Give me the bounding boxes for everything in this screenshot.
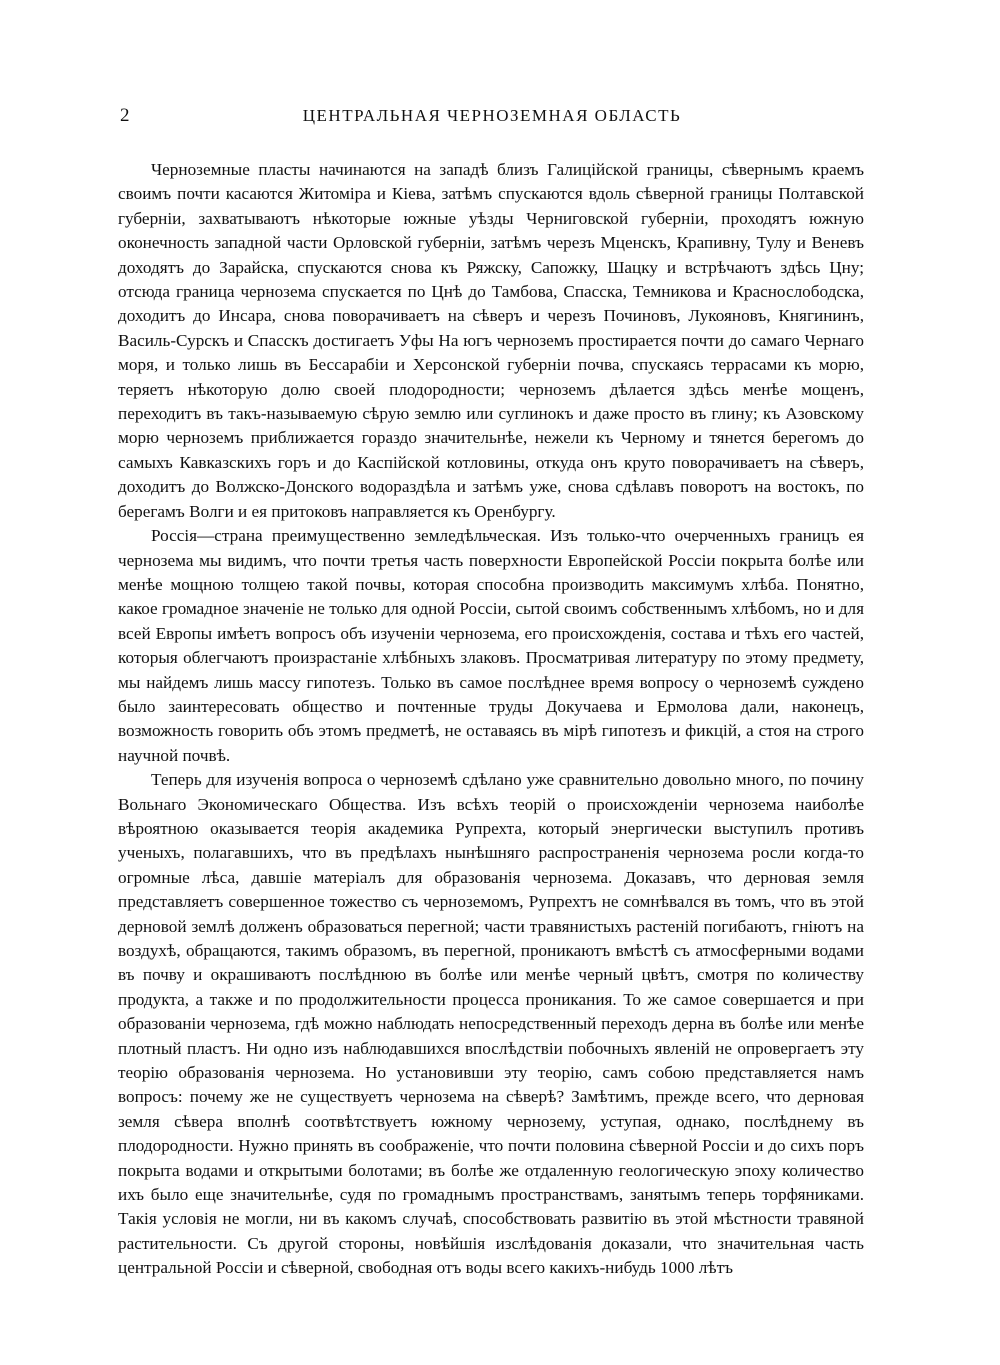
paragraph-chernozem-theory: Теперь для изученія вопроса о черноземѣ сдѣлано уже сравнительно довольно много, по почину Вольнаго Экономическаго Общества. Изъ всѣхъ теорій о происхожденіи чернозема наиболѣе вѣроятною оказывается теорія академика Рупрехта, который энергически выступилъ противъ ученыхъ, полагавшихъ, что въ предѣлахъ нынѣшняго распространенія чернозема росли когда-то огромные лѣса, давшіе матеріалъ для образованія чернозема. Доказавъ, что дерновая земля представляетъ совершенное тожество съ черноземомъ, Рупрехтъ не сомнѣвался въ томъ, что въ этой дерновой землѣ долженъ образоваться перегной; части травянистыхъ растеній погибаютъ, гніютъ на воздухѣ, обращаются, такимъ образомъ, въ перегной, проникаютъ вмѣстѣ съ атмосферными водами въ почву и окрашиваютъ послѣднюю въ болѣе или менѣе черный цвѣтъ, смотря по количеству продукта, а также и по продолжительности процесса проникания. То же самое совершается и при образованіи чернозема, гдѣ можно наблюдать непосредственный переходъ дерна въ болѣе или менѣе плотный пластъ. Ни одно изъ наблюдавшихся впослѣдствіи побочныхъ явленій не опровергаетъ эту теорію образованія чернозема. Но установивши эту теорію, самъ собою представляется намъ вопросъ: почему же не существуетъ чернозема на сѣверѣ? Замѣтимъ, прежде всего, что дерновая земля сѣвера вполнѣ соотвѣтствуетъ южному чернозему, уступая, однако, послѣднему въ плодородности. Нужно принять въ соображеніе, что почти половина сѣверной Россіи и до сихъ поръ покрыта водами и открытыми болотами; въ болѣе же отдаленную геологическую эпоху количество ихъ было еще значительнѣе, судя по громаднымъ пространствамъ, занятымъ теперь торфяниками. Такія условія не могли, ни въ какомъ случаѣ, способствовать развитію въ этой мѣстности травяной растительности. Съ другой стороны, новѣйшія изслѣдованія доказали, что значительная часть центральной Россіи и сѣверной, свободная отъ воды всего какихъ-нибудь 1000 лѣтъ — [118, 770, 864, 1278]
page-number: 2 — [120, 105, 130, 126]
body-text — [118, 158, 864, 1281]
paragraph-russia-agriculture: Россія—страна преимущественно земледѣльческая. Изъ только-что очерченныхъ границъ ея чернозема мы видимъ, что почти третья часть поверхности Европейской Россіи покрыта болѣе или менѣе мощною толщею такой почвы, которая способна производить максимумъ хлѣба. Понятно, какое громадное значеніе не только для одной Россіи, сытой своимъ собственнымъ хлѣбомъ, но и для всей Европы имѣетъ вопросъ объ изученіи чернозема, его происхожденія, состава и тѣхъ его частей, которыя облегчаютъ произрастаніе хлѣбныхъ злаковъ. Просматривая литературу по этому предмету, мы найдемъ лишь массу гипотезъ. Только въ самое послѣднее время вопросу о черноземѣ суждено было заинтересовать общество и почтенные труды Докучаева и Ермолова дали, наконецъ, возможность говорить объ этомъ предметѣ, не оставаясь въ мірѣ гипотезъ и фикцій, а стоя на строго научной почвѣ. — [118, 526, 864, 765]
running-title: ЦЕНТРАЛЬНАЯ ЧЕРНОЗЕМНАЯ ОБЛАСТЬ — [302, 106, 682, 125]
page-header — [120, 104, 864, 134]
paragraph-chernozem-borders: Черноземные пласты начинаются на западѣ близъ Галиційской границы, сѣвернымъ краемъ своимъ почти касаются Житоміра и Кіева, затѣмъ спускаются вдоль сѣверной границы Полтавской губерніи, захватываютъ нѣкоторые южные уѣзды Черниговской губерніи, проходятъ южную оконечность западной части Орловской губерніи, затѣмъ черезъ Мценскъ, Крапивну, Тулу и Веневъ доходятъ до Зарайска, спускаются снова къ Ряжску, Сапожку, Шацку и встрѣчаютъ здѣсь Цну; отсюда граница чернозема спускается по Цнѣ до Тамбова, Спасска, Темникова и Краснослободска, доходитъ до Инсара, снова поворачиваетъ на сѣверъ и черезъ Починовъ, Лукояновъ, Княгининъ, Василь-Сурскъ и Спасскъ достигаетъ Уфы На югъ черноземъ простирается почти до самаго Чернаго моря, и только лишь въ Бессарабіи и Херсонской губерніи почва, спускаясь террасами къ морю, теряетъ нѣкоторую долю своей плодородности; черноземъ дѣлается здѣсь менѣе мощенъ, переходитъ въ такъ-называемую сѣрую землю или суглинокъ и даже просто въ глину; къ Азовскому морю черноземъ приближается гораздо значительнѣе, нежели къ Черному и тянется берегомъ до самыхъ Кавказскихъ горъ и до Каспійской котловины, откуда онъ круто поворачиваетъ на сѣверъ, доходитъ до Волжско-Донского водораздѣла и затѣмъ уже, снова сдѣлавъ поворотъ на востокъ, по берегамъ Волги и ея притоковъ направляется къ Оренбургу. — [118, 160, 864, 521]
